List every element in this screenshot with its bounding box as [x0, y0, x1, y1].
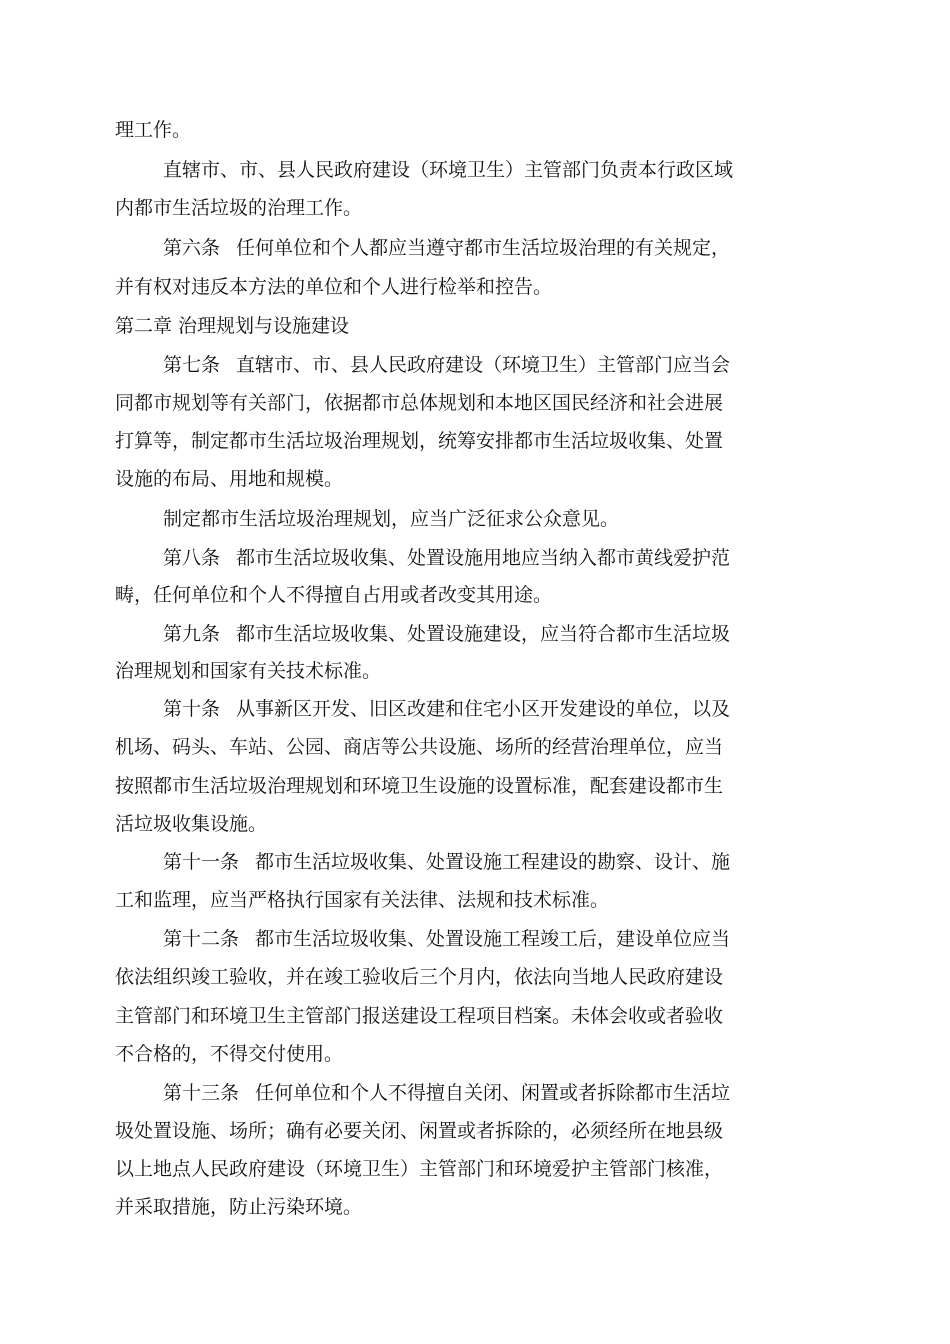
text-line: 内都市生活垃圾的治理工作。: [115, 197, 363, 219]
article-text: 都市生活垃圾收集、处置设施工程建设的勘察、设计、施: [255, 851, 731, 873]
article-12-line: [163, 924, 730, 954]
text-line: 不合格的，不得交付使用。: [115, 1043, 344, 1065]
article-6-line: [163, 233, 730, 263]
text-line: 依法组织竣工验收，并在竣工验收后三个月内，依法向当地人民政府建设: [115, 966, 724, 988]
article-7-line: [163, 350, 730, 380]
text-line: 同都市规划等有关部门，依据都市总体规划和本地区国民经济和社会进展: [115, 392, 724, 414]
article-number: 第六条: [163, 237, 221, 259]
article-13-line: [163, 1078, 730, 1108]
text-line: 治理规划和国家有关技术标准。: [115, 660, 382, 682]
text-line: 主管部门和环境卫生主管部门报送建设工程项目档案。未体会收或者验收: [115, 1005, 724, 1027]
article-text: 都市生活垃圾收集、处置设施工程竣工后，建设单位应当: [255, 928, 731, 950]
article-number: 第十一条: [163, 851, 240, 873]
text-line: 活垃圾收集设施。: [115, 813, 268, 835]
article-text: 从事新区开发、旧区改建和住宅小区开发建设的单位，以及: [236, 698, 731, 720]
article-8-line: [163, 543, 730, 573]
text-line: 并有权对违反本方法的单位和个人进行检举和控告。: [115, 276, 553, 298]
text-line: 理工作。: [115, 119, 192, 141]
article-text: 直辖市、市、县人民政府建设（环境卫生）主管部门应当会: [236, 354, 731, 376]
text-line: 并采取措施，防止污染环境。: [115, 1196, 363, 1218]
article-number: 第八条: [163, 547, 221, 569]
article-number: 第十三条: [163, 1082, 240, 1104]
text-line: 打算等，制定都市生活垃圾治理规划，统筹安排都市生活垃圾收集、处置: [115, 430, 724, 452]
paragraph-line: 直辖市、市、县人民政府建设（环境卫生）主管部门负责本行政区域: [163, 159, 734, 181]
text-line: 圾处置设施、场所；确有必要关闭、闲置或者拆除的，必须经所在地县级: [115, 1120, 724, 1142]
article-10-line: [163, 694, 730, 724]
text-line: 畴，任何单位和个人不得擅自占用或者改变其用途。: [115, 584, 553, 606]
article-number: 第十二条: [163, 928, 240, 950]
article-9-line: [163, 619, 730, 649]
text-line: 以上地点人民政府建设（环境卫生）主管部门和环境爱护主管部门核准，: [115, 1158, 724, 1180]
article-number: 第九条: [163, 623, 221, 645]
article-text: 任何单位和个人都应当遵守都市生活垃圾治理的有关规定，: [236, 237, 731, 259]
article-text: 任何单位和个人不得擅自关闭、闲置或者拆除都市生活垃: [255, 1082, 731, 1104]
paragraph-line: 制定都市生活垃圾治理规划，应当广泛征求公众意见。: [163, 508, 620, 530]
article-number: 第七条: [163, 354, 221, 376]
chapter-heading: 第二章 治理规划与设施建设: [115, 315, 350, 337]
article-11-line: [163, 847, 730, 877]
text-line: 按照都市生活垃圾治理规划和环境卫生设施的设置标准，配套建设都市生: [115, 775, 724, 797]
article-number: 第十条: [163, 698, 221, 720]
article-text: 都市生活垃圾收集、处置设施建设，应当符合都市生活垃圾: [236, 623, 731, 645]
article-text: 都市生活垃圾收集、处置设施用地应当纳入都市黄线爱护范: [236, 547, 731, 569]
text-line: 设施的布局、用地和规模。: [115, 468, 344, 490]
text-line: 机场、码头、车站、公园、商店等公共设施、场所的经营治理单位，应当: [115, 736, 724, 758]
text-line: 工和监理，应当严格执行国家有关法律、法规和技术标准。: [115, 889, 610, 911]
